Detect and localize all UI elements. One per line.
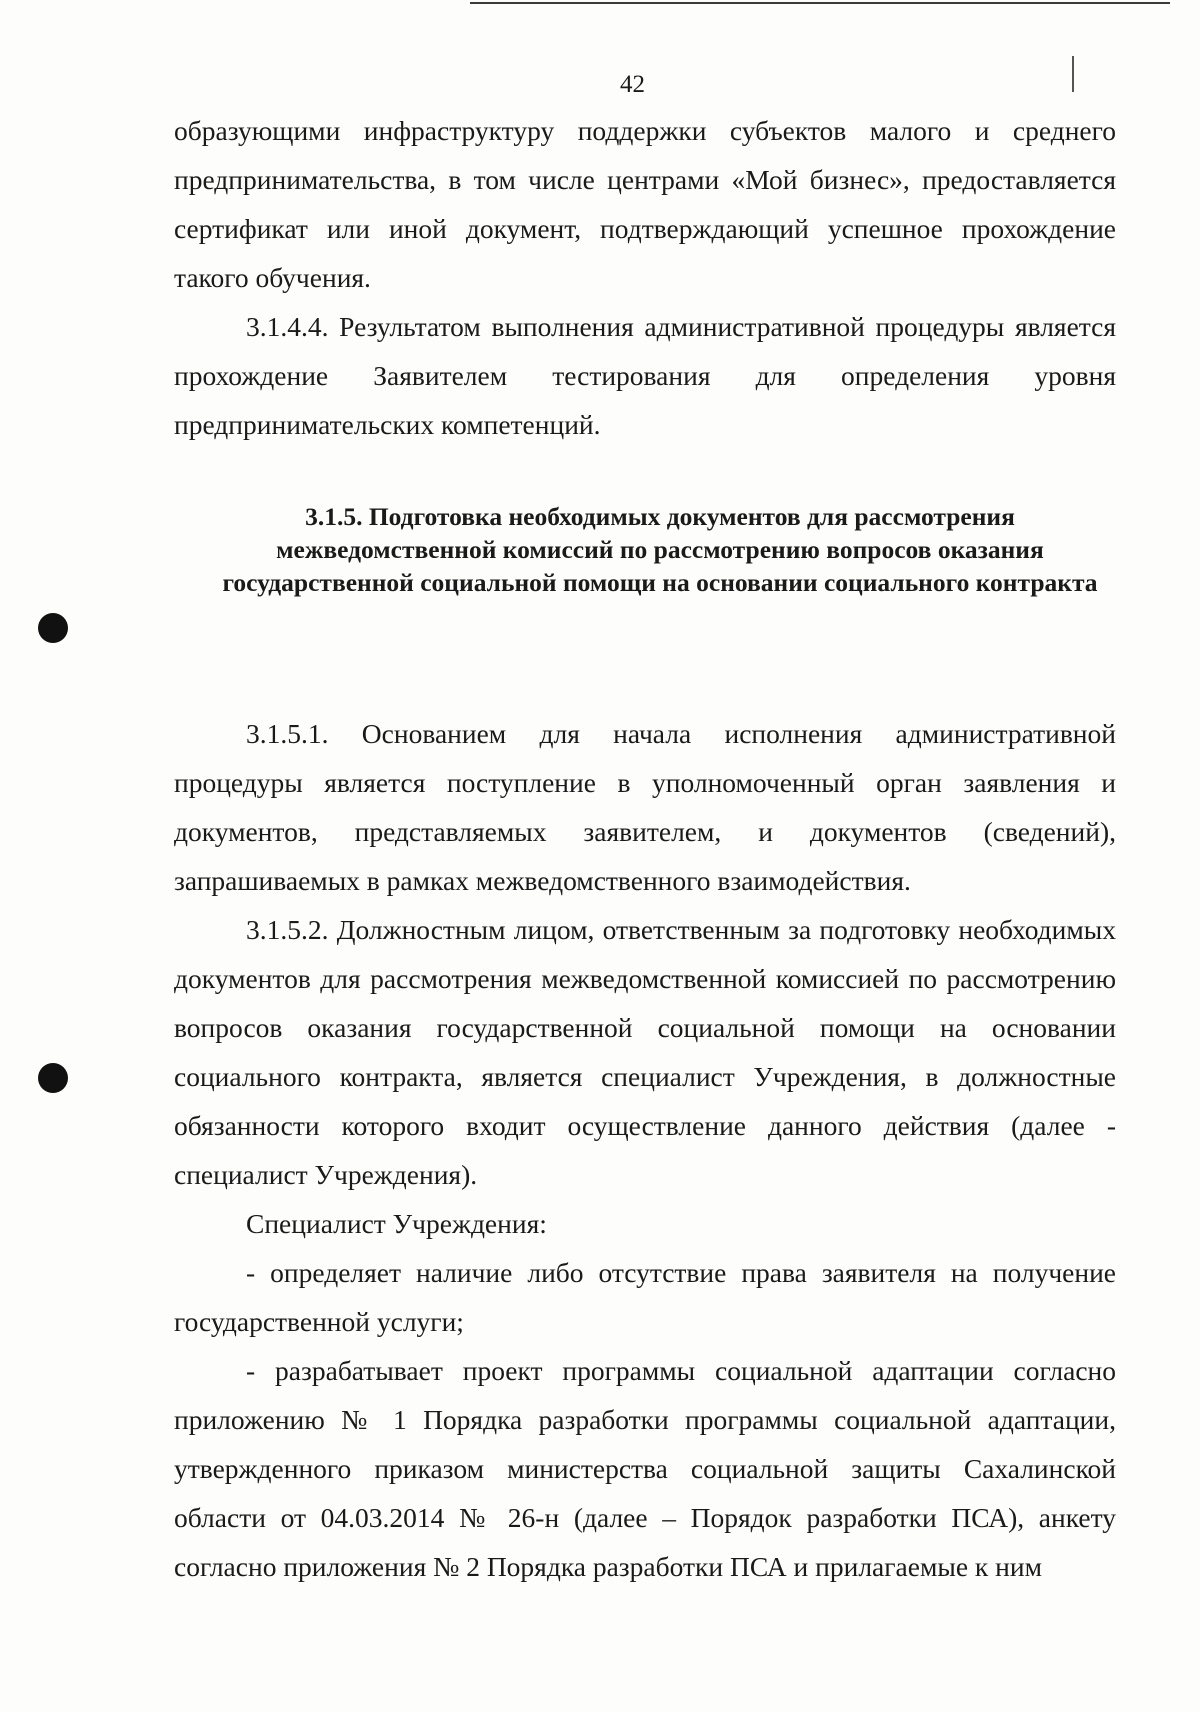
list-item: - определяет наличие либо отсутствие права заявителя на получение государственной услуги; — [174, 1257, 1116, 1337]
punch-hole — [38, 1063, 68, 1093]
margin-mark — [1072, 56, 1074, 92]
punch-hole — [38, 613, 68, 643]
body-text-bottom — [174, 709, 1116, 1591]
paragraph: 3.1.5.1. Основанием для начала исполнения административной процедуры является поступление в уполномоченный орган заявления и документов, представляемых заявителем, и документов (сведений), запрашиваемых в рамках межведомственного взаимодействия. — [174, 718, 1116, 896]
paragraph: 3.1.4.4. Результатом выполнения административной процедуры является прохождение Заявителем тестирования для определения уровня предпринимательских компетенций. — [174, 311, 1116, 440]
paragraph: Специалист Учреждения: — [246, 1208, 547, 1239]
section-heading: 3.1.5. Подготовка необходимых документов для рассмотрения межведомственной комиссий по рассмотрению вопросов оказания государственной социальной помощи на основании социального контракта — [222, 502, 1098, 597]
list-item: - разрабатывает проект программы социальной адаптации согласно приложению № 1 Порядка разработки программы социальной адаптации, утвержденного приказом министерства социальной защиты Сахалинской области от 04.03.2014 № 26-н (далее – Порядок разработки ПСА), анкету согласно приложения № 2 Порядка разработки ПСА и прилагаемые к ним — [174, 1355, 1116, 1582]
paragraph: 3.1.5.2. Должностным лицом, ответственным за подготовку необходимых документов для рассмотрения межведомственной комиссией по рассмотрению вопросов оказания государственной социальной помощи на основании социального контракта, является специалист Учреждения, в должностные обязанности которого входит осуществление данного действия (далее - специалист Учреждения). — [174, 914, 1116, 1190]
top-border-line — [470, 2, 1170, 4]
page-number: 42 — [620, 71, 645, 98]
body-text-top — [174, 106, 1116, 449]
paragraph: образующими инфраструктуру поддержки субъектов малого и среднего предпринимательства, в том числе центрами «Мой бизнес», предоставляется сертификат или иной документ, подтверждающий успешное прохождение такого обучения. — [174, 115, 1116, 293]
